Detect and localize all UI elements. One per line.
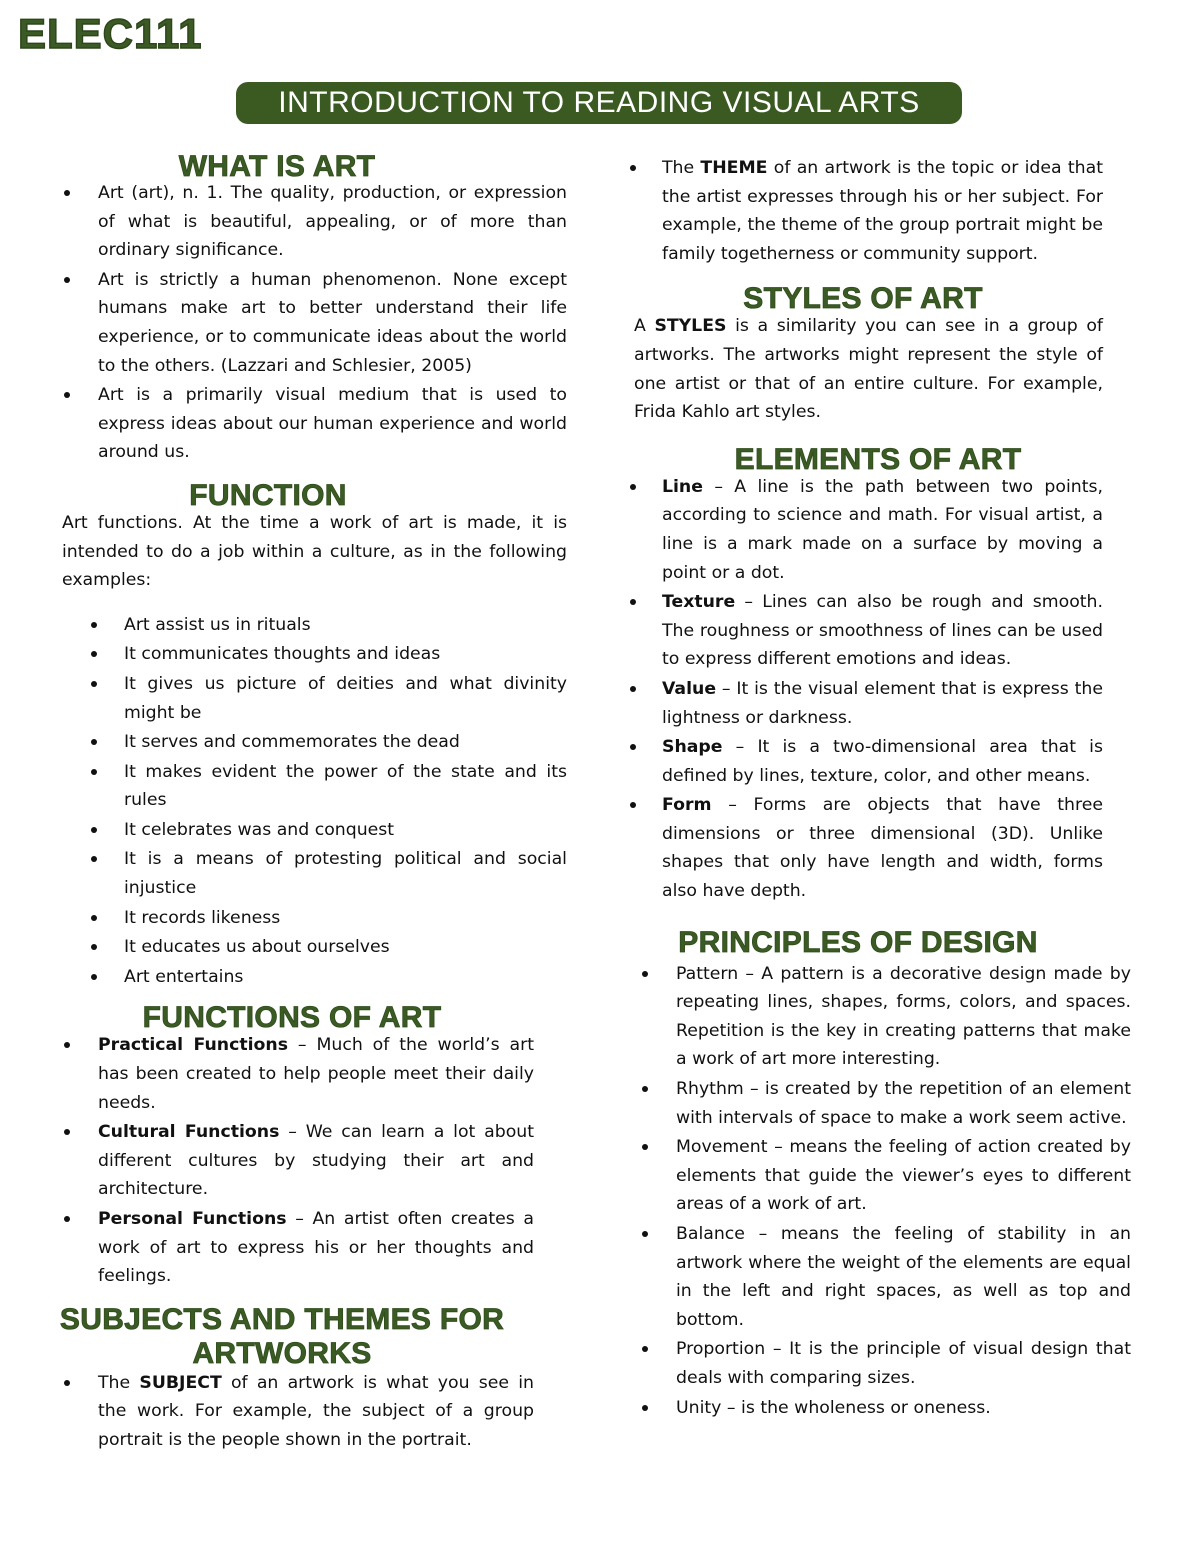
item-term: Texture — [662, 592, 736, 613]
item-text: The — [98, 1372, 140, 1393]
list-item: It makes evident the power of the state and its rules — [124, 758, 567, 815]
list-item: Unity – is the wholeness or oneness. — [676, 1394, 1131, 1423]
item-text: is a similarity you can see in a group of artworks. The artworks might represent the style of one artist or that of an entire culture. For example, Frida Kahlo art styles. — [634, 316, 1103, 423]
functions-of-art-list — [62, 1031, 534, 1290]
list-item — [98, 1205, 534, 1291]
list-item: Pattern – A pattern is a decorative design made by repeating lines, shapes, forms, colors, and spaces. Repetition is the key in creating patterns that make a work of art more interesting. — [676, 960, 1131, 1074]
right-column — [628, 150, 1131, 1422]
list-item: Movement – means the feeling of action created by elements that guide the viewer’s eyes to different areas of a work of art. — [676, 1133, 1131, 1219]
list-item: It communicates thoughts and ideas — [124, 640, 567, 669]
section-heading-subjects-and-themes — [38, 1303, 526, 1371]
section-heading-styles-of-art: STYLES OF ART — [743, 282, 983, 316]
section-heading-function: FUNCTION — [189, 478, 347, 512]
styles-text — [634, 312, 1103, 426]
item-text: The — [662, 158, 701, 178]
item-term: Line — [662, 476, 703, 497]
item-term: STYLES — [654, 316, 727, 337]
function-list — [62, 611, 567, 992]
list-item: It records likeness — [124, 904, 567, 933]
list-item: Art entertains — [124, 963, 567, 992]
item-text: – A line is the path between two points, according to science and math. For visual artist, a line is a mark made on a surface by moving a point or a dot. — [662, 476, 1103, 583]
document-title: INTRODUCTION TO READING VISUAL ARTS — [278, 86, 920, 119]
list-item: It gives us picture of deities and what divinity might be — [124, 670, 567, 727]
item-term: SUBJECT — [139, 1372, 222, 1393]
list-item — [662, 791, 1103, 905]
list-item — [662, 154, 1103, 268]
item-text: – Forms are objects that have three dimensions or three dimensional (3D). Unlike shapes that only have length and width, forms also have depth. — [662, 795, 1103, 902]
item-text: – It is a two-dimensional area that is defined by lines, texture, color, and other means. — [662, 737, 1103, 786]
item-term: Personal Functions — [98, 1209, 287, 1229]
function-intro: Art functions. At the time a work of art is made, it is intended to do a job within a culture, as in the following examples: — [62, 512, 567, 591]
left-column — [59, 150, 567, 1455]
item-text: of an artwork is the topic or idea that the artist expresses through his or her subject. For example, the theme of the group portrait might be family togetherness or community support. — [662, 158, 1103, 264]
principles-list — [628, 960, 1131, 1423]
item-term: Cultural Functions — [98, 1122, 280, 1143]
list-item: Balance – means the feeling of stability in an artwork where the weight of the elements are equal in the left and right spaces, as well as top and bottom. — [676, 1220, 1131, 1334]
subjects-list — [62, 1369, 534, 1455]
what-is-art-list — [62, 179, 567, 467]
list-item: It is a means of protesting political and social injustice — [124, 845, 567, 902]
item-term: Shape — [662, 737, 723, 758]
item-text: – It is the visual element that is express the lightness or darkness. — [662, 678, 1103, 728]
list-item — [662, 588, 1103, 674]
item-term: Practical Functions — [98, 1035, 288, 1056]
list-item: Art is strictly a human phenomenon. None except humans make art to better understand their life experience, or to communicate ideas about the world to the others. (Lazzari and Schlesier, 2005) — [98, 266, 567, 380]
item-text: – Much of the world’s art has been created to help people meet their daily needs. — [98, 1035, 534, 1113]
item-term: Form — [662, 795, 712, 816]
section-heading-principles-of-design: PRINCIPLES OF DESIGN — [678, 925, 1038, 959]
item-text: of an artwork is what you see in the work. For example, the subject of a group portrait is the people shown in the portrait. — [98, 1372, 535, 1450]
list-item: Art (art), n. 1. The quality, production, or expression of what is beautiful, appealing, or of more than ordinary significance. — [98, 179, 567, 265]
item-text: – We can learn a lot about different cultures by studying their art and architecture. — [98, 1122, 534, 1200]
course-code: ELEC111 — [18, 10, 203, 57]
item-text: – Lines can also be rough and smooth. The roughness or smoothness of lines can be used to express different emotions and ideas. — [662, 592, 1103, 670]
item-term: THEME — [700, 158, 768, 178]
theme-list — [628, 154, 1103, 268]
list-item — [98, 1369, 534, 1455]
list-item: Art is a primarily visual medium that is used to express ideas about our human experience and world around us. — [98, 381, 567, 467]
list-item: Proportion – It is the principle of visual design that deals with comparing sizes. — [676, 1335, 1131, 1392]
list-item: It serves and commemorates the dead — [124, 728, 567, 757]
section-heading-functions-of-art: FUNCTIONS OF ART — [142, 1001, 442, 1035]
list-item: It celebrates was and conquest — [124, 816, 567, 845]
list-item: It educates us about ourselves — [124, 933, 567, 962]
section-heading-elements-of-art: ELEMENTS OF ART — [734, 442, 1022, 476]
heading-line: ARTWORKS — [192, 1336, 372, 1370]
list-item: Art assist us in rituals — [124, 611, 567, 640]
elements-list — [628, 473, 1103, 906]
document-title-banner — [236, 82, 962, 124]
item-text: – An artist often creates a work of art to express his or her thoughts and feelings. — [98, 1209, 534, 1287]
list-item — [98, 1031, 534, 1117]
item-term: Value — [662, 678, 717, 699]
list-item — [662, 675, 1103, 732]
list-item — [662, 473, 1103, 587]
section-heading-what-is-art: WHAT IS ART — [178, 150, 376, 183]
list-item — [98, 1118, 534, 1204]
item-text: A — [634, 316, 655, 337]
list-item — [662, 733, 1103, 790]
heading-line: SUBJECTS AND THEMES FOR — [59, 1302, 505, 1336]
list-item: Rhythm – is created by the repetition of an element with intervals of space to make a work seem active. — [676, 1075, 1131, 1132]
